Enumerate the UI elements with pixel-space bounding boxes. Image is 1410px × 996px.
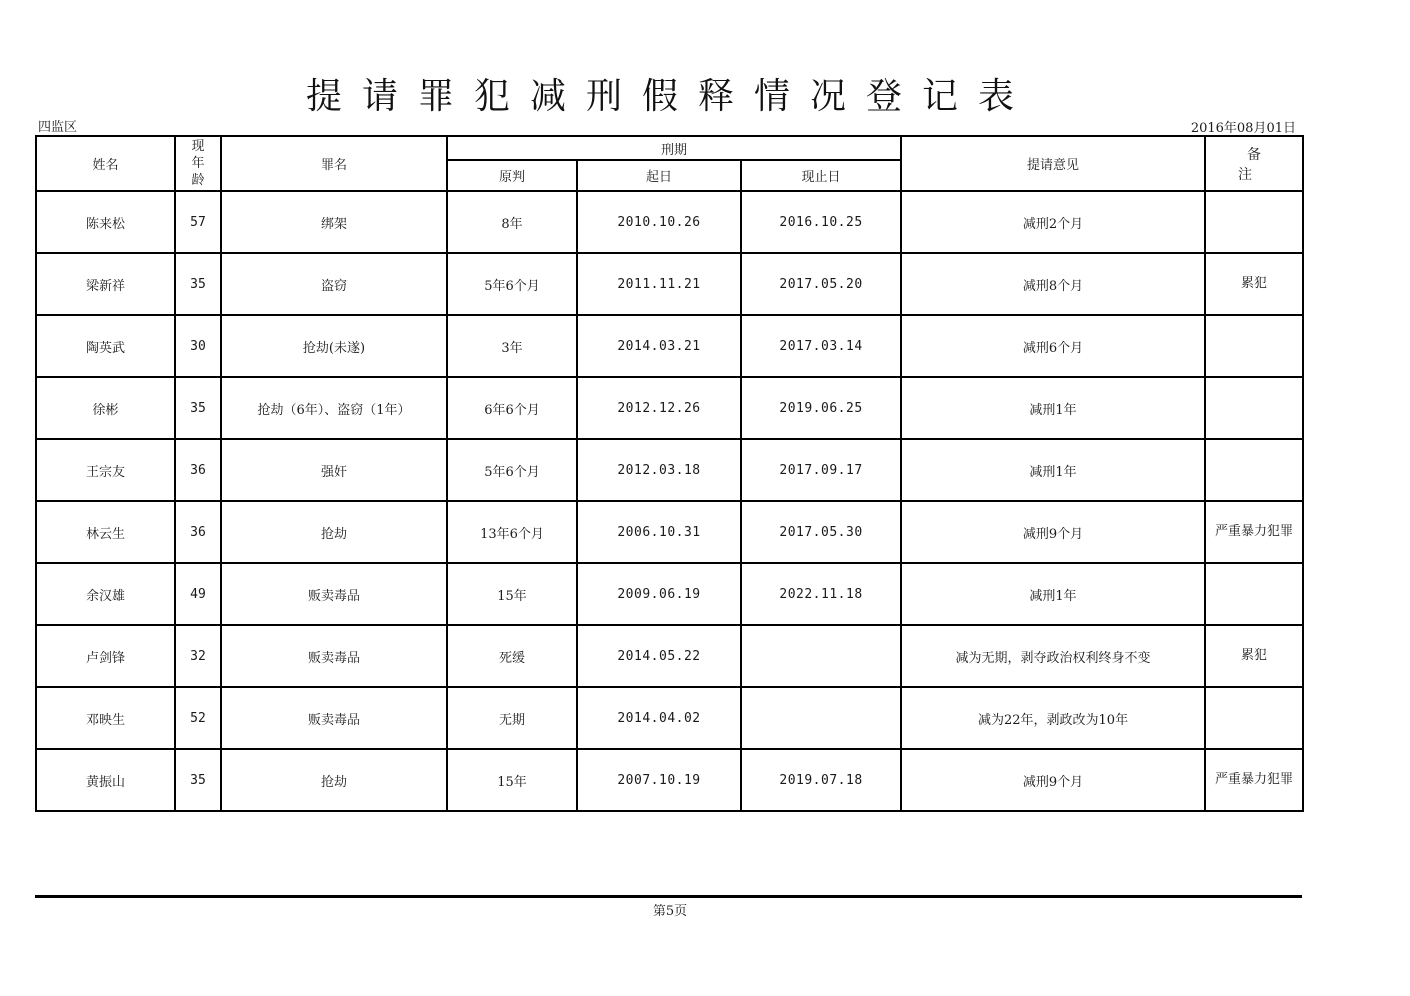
table-row	[36, 563, 1303, 625]
cell-name: 陶英武	[36, 315, 175, 377]
header-age-label: 现年龄	[191, 139, 205, 188]
cell-original: 15年	[447, 749, 577, 811]
header-end: 现止日	[741, 160, 901, 191]
cell-opinion: 减刑1年	[901, 377, 1205, 439]
cell-crime: 抢劫	[221, 749, 447, 811]
cell-crime: 强奸	[221, 439, 447, 501]
cell-original: 8年	[447, 191, 577, 253]
cell-remarks: 累犯	[1205, 625, 1303, 687]
cell-name: 林云生	[36, 501, 175, 563]
cell-start: 2012.12.26	[577, 377, 741, 439]
cell-start: 2006.10.31	[577, 501, 741, 563]
cell-remarks: 严重暴力犯罪	[1205, 749, 1303, 811]
cell-end: 2017.05.30	[741, 501, 901, 563]
cell-remarks: 累犯	[1205, 253, 1303, 315]
cell-start: 2014.03.21	[577, 315, 741, 377]
cell-name: 余汉雄	[36, 563, 175, 625]
cell-crime: 抢劫	[221, 501, 447, 563]
cell-name: 梁新祥	[36, 253, 175, 315]
header-remarks	[1205, 136, 1312, 191]
cell-age: 35	[175, 749, 221, 811]
cell-opinion: 减刑8个月	[901, 253, 1205, 315]
cell-end: 2019.06.25	[741, 377, 901, 439]
cell-start: 2009.06.19	[577, 563, 741, 625]
cell-opinion: 减刑1年	[901, 439, 1205, 501]
table-row	[36, 439, 1303, 501]
cell-end: 2017.09.17	[741, 439, 901, 501]
cell-end: 2017.03.14	[741, 315, 901, 377]
cell-age: 52	[175, 687, 221, 749]
cell-remarks: 严重暴力犯罪	[1205, 501, 1303, 563]
cell-end: 2017.05.20	[741, 253, 901, 315]
cell-end: 2019.07.18	[741, 749, 901, 811]
cell-name: 邓映生	[36, 687, 175, 749]
cell-original: 3年	[447, 315, 577, 377]
cell-remarks	[1205, 687, 1303, 749]
cell-name: 卢剑锋	[36, 625, 175, 687]
register-table	[35, 135, 1312, 812]
cell-age: 36	[175, 501, 221, 563]
cell-age: 57	[175, 191, 221, 253]
table-row	[36, 191, 1303, 253]
cell-remarks	[1205, 377, 1303, 439]
cell-original: 15年	[447, 563, 577, 625]
cell-end: 2016.10.25	[741, 191, 901, 253]
cell-opinion: 减刑9个月	[901, 501, 1205, 563]
cell-remarks	[1205, 315, 1303, 377]
cell-name: 王宗友	[36, 439, 175, 501]
header-age	[175, 136, 221, 191]
header-opinion: 提请意见	[901, 136, 1205, 191]
cell-age: 35	[175, 253, 221, 315]
cell-start: 2012.03.18	[577, 439, 741, 501]
header-term: 刑期	[447, 136, 901, 160]
cell-original: 死缓	[447, 625, 577, 687]
header-start: 起日	[577, 160, 741, 191]
cell-crime: 抢劫（6年）、盗窃（1年）	[221, 377, 447, 439]
cell-crime: 盗窃	[221, 253, 447, 315]
cell-age: 49	[175, 563, 221, 625]
table-row	[36, 501, 1303, 563]
header-crime: 罪名	[221, 136, 447, 191]
cell-original: 5年6个月	[447, 253, 577, 315]
cell-original: 6年6个月	[447, 377, 577, 439]
district-label: 四监区	[38, 120, 78, 135]
cell-age: 32	[175, 625, 221, 687]
page-number: 第5页	[652, 904, 688, 919]
cell-name: 徐彬	[36, 377, 175, 439]
cell-name: 黄振山	[36, 749, 175, 811]
cell-name: 陈来松	[36, 191, 175, 253]
header-original: 原判	[447, 160, 577, 191]
cell-crime: 绑架	[221, 191, 447, 253]
table-row	[36, 253, 1303, 315]
footer-divider	[35, 895, 1302, 898]
cell-opinion: 减刑6个月	[901, 315, 1205, 377]
table-row	[36, 315, 1303, 377]
cell-start: 2014.05.22	[577, 625, 741, 687]
cell-original: 5年6个月	[447, 439, 577, 501]
cell-opinion: 减为22年，剥政改为10年	[901, 687, 1205, 749]
cell-crime: 贩卖毒品	[221, 687, 447, 749]
cell-remarks	[1205, 563, 1303, 625]
cell-original: 无期	[447, 687, 577, 749]
cell-age: 30	[175, 315, 221, 377]
cell-opinion: 减为无期，剥夺政治权利终身不变	[901, 625, 1205, 687]
cell-end	[741, 687, 901, 749]
report-date: 2016年08月01日	[1190, 121, 1296, 136]
cell-opinion: 减刑1年	[901, 563, 1205, 625]
cell-opinion: 减刑9个月	[901, 749, 1205, 811]
table-row	[36, 625, 1303, 687]
table-row	[36, 749, 1303, 811]
cell-age: 35	[175, 377, 221, 439]
header-remarks-label: 备 注	[1238, 146, 1312, 183]
cell-end: 2022.11.18	[741, 563, 901, 625]
table-row	[36, 377, 1303, 439]
cell-start: 2010.10.26	[577, 191, 741, 253]
table-row	[36, 687, 1303, 749]
register-rows	[36, 191, 1303, 811]
cell-remarks	[1205, 439, 1303, 501]
cell-crime: 贩卖毒品	[221, 563, 447, 625]
cell-start: 2014.04.02	[577, 687, 741, 749]
cell-original: 13年6个月	[447, 501, 577, 563]
page-title: 提请罪犯减刑假释情况登记表	[305, 76, 1034, 117]
cell-crime: 抢劫(未遂)	[221, 315, 447, 377]
cell-opinion: 减刑2个月	[901, 191, 1205, 253]
cell-remarks	[1205, 191, 1303, 253]
cell-end	[741, 625, 901, 687]
cell-start: 2007.10.19	[577, 749, 741, 811]
cell-age: 36	[175, 439, 221, 501]
cell-crime: 贩卖毒品	[221, 625, 447, 687]
header-name: 姓名	[36, 136, 175, 191]
cell-start: 2011.11.21	[577, 253, 741, 315]
